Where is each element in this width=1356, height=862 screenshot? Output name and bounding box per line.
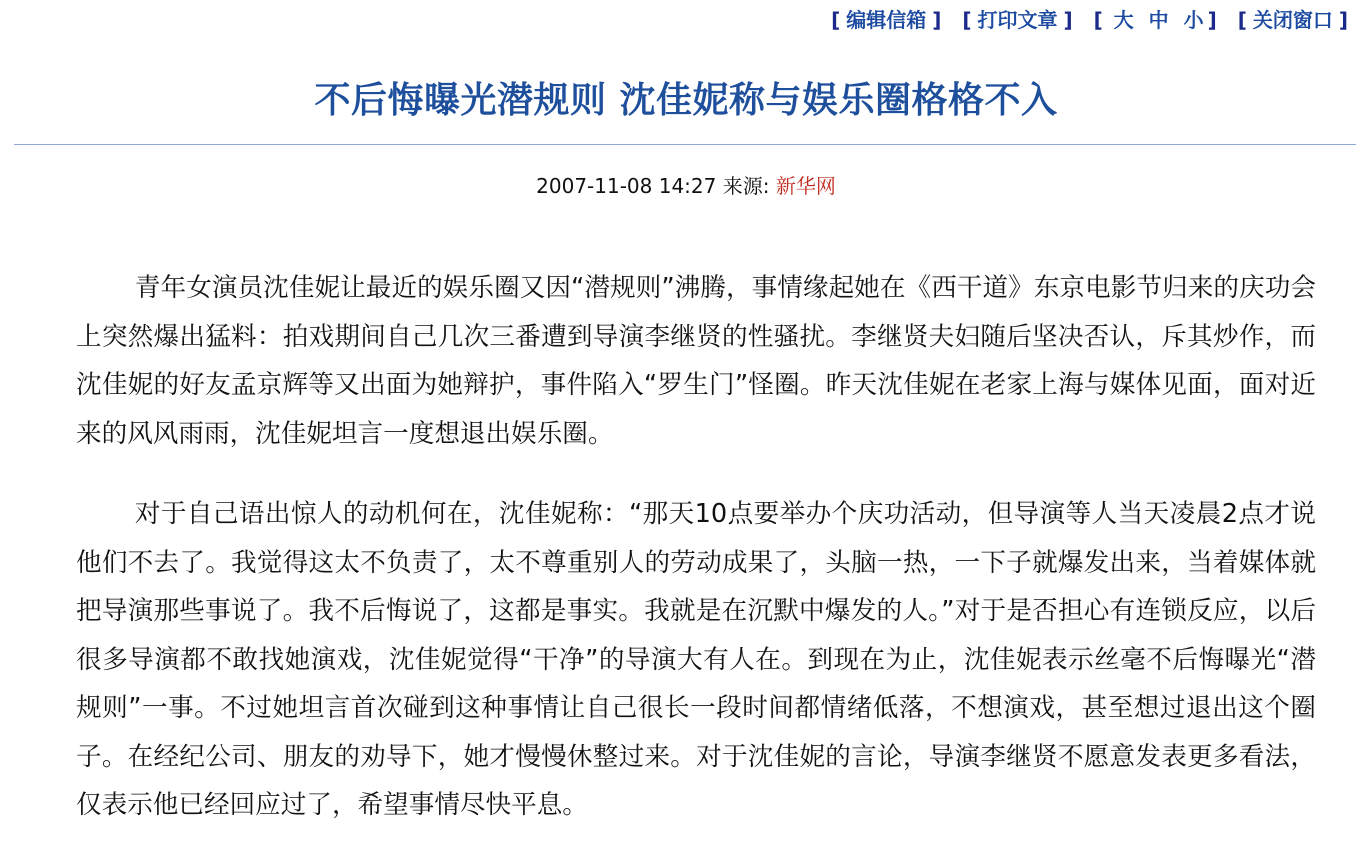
publish-datetime: 2007-11-08 14:27 (536, 174, 717, 198)
article-paragraph: 对于自己语出惊人的动机何在，沈佳妮称：“那天10点要举办个庆功活动，但导演等人当天凌晨2点才说他们不去了。我觉得这太不负责了，太不尊重别人的劳动成果了，头脑一热，一下子就爆发出来，当着媒体就把导演那些事说了。我不后悔说了，这都是事实。我就是在沉默中爆发的人。”对于是否担心有连锁反应，以后很多导演都不敢找她演戏，沈佳妮觉得“干净”的导演大有人在。到现在为止，沈佳妮表示丝毫不后悔曝光“潜规则”一事。不过她坦言首次碰到这种事情让自己很长一段时间都情绪低落，不想演戏，甚至想过退出这个圈子。在经纪公司、朋友的劝导下，她才慢慢休整过来。对于沈佳妮的言论，导演李继贤不愿意发表更多看法，仅表示他已经回应过了，希望事情尽快平息。 (76, 499, 1316, 820)
title-divider (14, 144, 1356, 145)
edit-mailbox-link[interactable]: [ 编辑信箱 ] (831, 8, 942, 32)
close-window-link[interactable]: [ 关闭窗口 ] (1237, 8, 1348, 32)
source-label: 来源: (722, 174, 770, 198)
source-link[interactable]: 新华网 (775, 174, 836, 198)
font-size-controls: [ 大 中 小 ] (1093, 8, 1217, 32)
font-size-small-link[interactable]: 小 (1183, 8, 1204, 32)
article-toolbar (817, 4, 1348, 33)
font-size-medium-link[interactable]: 中 (1148, 8, 1169, 32)
print-article-link[interactable]: [ 打印文章 ] (962, 8, 1073, 32)
article-meta (0, 170, 1356, 199)
font-size-large-link[interactable]: 大 (1113, 8, 1134, 32)
article-body (76, 264, 1316, 862)
article-title: 不后悔曝光潜规则 沈佳妮称与娱乐圈格格不入 (314, 80, 1058, 121)
article-paragraph: 青年女演员沈佳妮让最近的娱乐圈又因“潜规则”沸腾，事情缘起她在《西干道》东京电影节归来的庆功会上突然爆出猛料：拍戏期间自己几次三番遭到导演李继贤的性骚扰。李继贤夫妇随后坚决否认，斥其炒作，而沈佳妮的好友孟京辉等又出面为她辩护，事件陷入“罗生门”怪圈。昨天沈佳妮在老家上海与媒体见面，面对近来的风风雨雨，沈佳妮坦言一度想退出娱乐圈。 (76, 273, 1316, 449)
